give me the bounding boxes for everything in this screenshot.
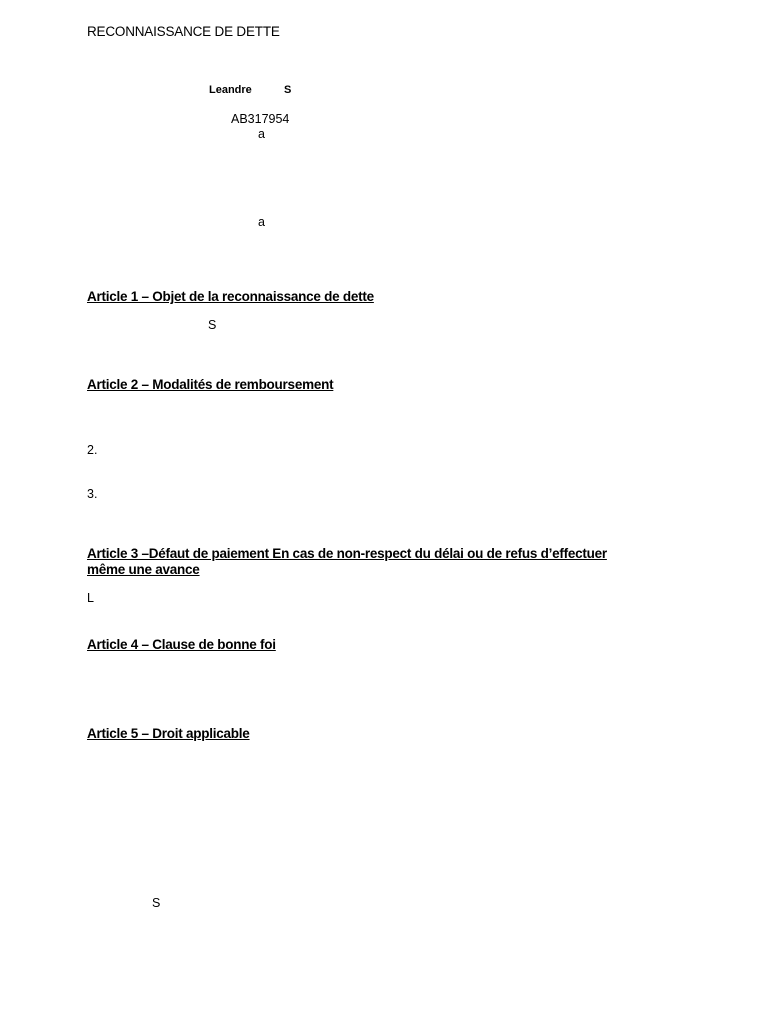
- party-initial: S: [284, 84, 292, 96]
- article-1-fragment: S: [208, 318, 217, 332]
- signature-initial: S: [152, 896, 161, 910]
- party-mark-2: a: [258, 215, 265, 229]
- article-3-fragment: L: [87, 591, 94, 605]
- party-id-number: AB317954: [231, 112, 290, 126]
- party-mark-1: a: [258, 127, 265, 141]
- article-3-heading: Article 3 –Défaut de paiement En cas de non-respect du délai ou de refus d’effectuer même une avance: [87, 546, 607, 577]
- article-2-heading: Article 2 – Modalités de remboursement: [87, 377, 334, 392]
- document-title: RECONNAISSANCE DE DETTE: [87, 24, 280, 39]
- party-name: Leandre: [209, 84, 252, 96]
- article-5-heading: Article 5 – Droit applicable: [87, 726, 250, 741]
- article-4-heading: Article 4 – Clause de bonne foi: [87, 637, 276, 652]
- article-1-heading: Article 1 – Objet de la reconnaissance de dette: [87, 289, 374, 304]
- article-2-item-3: 3.: [87, 487, 98, 501]
- article-2-item-2: 2.: [87, 443, 98, 457]
